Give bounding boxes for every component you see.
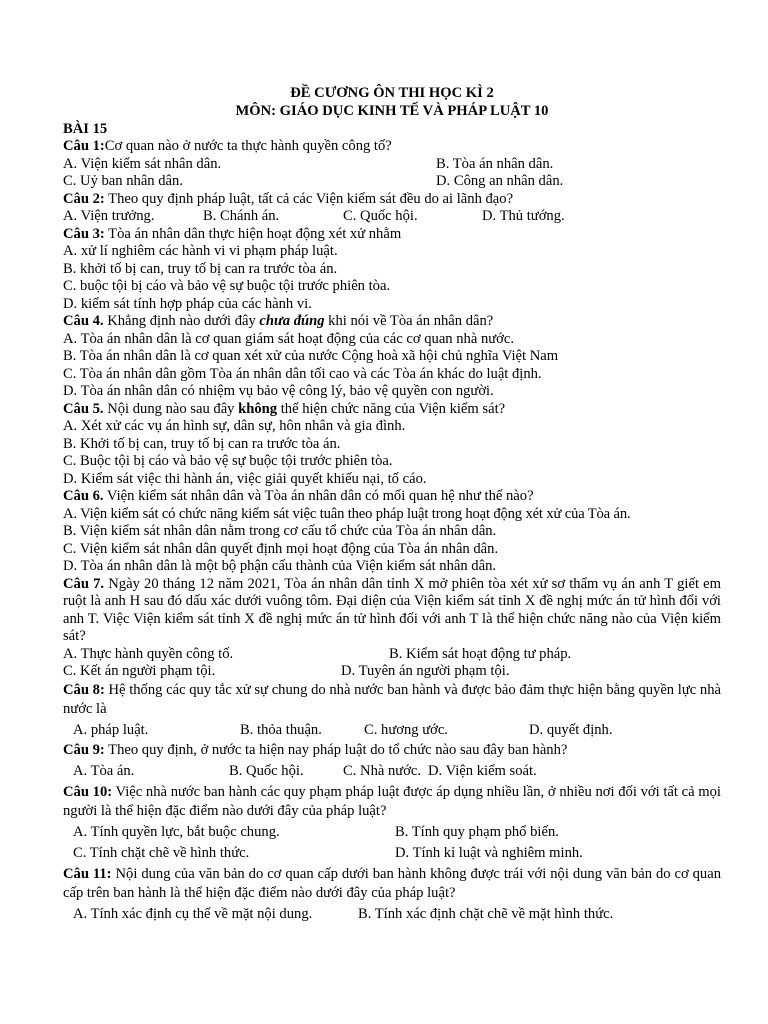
question-stem: Tòa án nhân dân thực hiện hoạt động xét xử nhằm: [104, 225, 402, 242]
question-10: [63, 783, 721, 821]
option-b: B. Quốc hội.: [229, 762, 304, 779]
question-8: [63, 681, 721, 719]
option-d: D. Tính kỉ luật và nghiêm minh.: [395, 844, 583, 861]
option-d: D. quyết định.: [529, 721, 613, 738]
question-stem: Theo quy định pháp luật, tất cả các Viện kiểm sát đều do ai lãnh đạo?: [104, 190, 514, 207]
option-a: A. Viện kiểm sát có chức năng kiểm sát việc tuân theo pháp luật trong hoạt động xét xử của Tòa án.: [63, 505, 631, 522]
option-c: C. buộc tội bị cáo và bảo vệ sự buộc tội trước phiên tòa.: [63, 278, 391, 294]
option-a: A. pháp luật.: [73, 721, 149, 738]
option-a: A. Tính quyền lực, bắt buộc chung.: [73, 824, 280, 840]
q1-options-row-2: [63, 173, 721, 191]
q10-options-row-1: [63, 824, 721, 842]
q1-options-row-1: [63, 156, 721, 174]
option-b: B. Tòa án nhân dân.: [436, 155, 554, 172]
option-c: C. Kết án người phạm tội.: [63, 663, 216, 679]
question-label: Câu 4.: [63, 313, 104, 329]
option-b: B. khởi tố bị can, truy tố bị can ra trước tòa án.: [63, 260, 338, 277]
question-stem: khi nói về Tòa án nhân dân?: [324, 313, 494, 329]
question-stem: Nội dung của văn bản do cơ quan cấp dưới ban hành không được trái với nội dung văn bản do cơ quan cấp trên ban hành là thể hiện đặc điểm nào dưới đây của pháp luật?: [63, 866, 722, 901]
question-stem: Khẳng định nào dưới đây: [103, 313, 260, 329]
question-stem: Hệ thống các quy tắc xử sự chung do nhà nước ban hành và được bảo đảm thực hiện bằng quyền lực nhà nước là: [63, 681, 721, 717]
option-b: B. Tòa án nhân dân là cơ quan xét xử của nước Cộng hoà xã hội chủ nghĩa Việt Nam: [63, 348, 559, 364]
option-a: A. Thực hành quyền công tố.: [63, 645, 234, 662]
document-page: [63, 84, 721, 924]
option-d: D. Tòa án nhân dân là một bộ phận cấu thành của Viện kiểm sát nhân dân.: [63, 558, 497, 574]
option-d: D. Kiểm sát việc thi hành án, việc giải quyết khiếu nại, tố cáo.: [63, 470, 427, 487]
option-b: B. Khởi tố bị can, truy tố bị can ra trước tòa án.: [63, 435, 341, 452]
question-label: Câu 1:: [63, 138, 105, 154]
question-emphasis: không: [238, 400, 278, 417]
question-11: [63, 865, 721, 903]
question-stem: Viện kiểm sát nhân dân và Tòa án nhân dân có mối quan hệ như thế nào?: [103, 488, 534, 504]
question-label: Câu 5.: [63, 400, 104, 417]
question-2: [63, 191, 721, 209]
option-c: C. Buộc tội bị cáo và bảo vệ sự buộc tội trước phiên tòa.: [63, 453, 393, 469]
question-3: [63, 226, 721, 244]
question-stem: Cơ quan nào ở nước ta thực hành quyền công tố?: [104, 138, 392, 154]
question-stem: Nội dung nào sau đây: [103, 400, 239, 417]
question-1: [63, 138, 721, 156]
option-d: D. Viện kiểm soát.: [428, 762, 537, 779]
q11-options-row: [63, 906, 721, 924]
section-heading: BÀI 15: [63, 121, 108, 137]
question-7: [63, 576, 721, 646]
option-b: B. Tính xác định chặt chẽ về mặt hình thức.: [358, 906, 614, 922]
option-b: B. Viện kiểm sát nhân dân nằm trong cơ cấu tổ chức của Tòa án nhân dân.: [63, 523, 497, 539]
option-d: D. kiểm sát tính hợp pháp của các hành vi.: [63, 295, 312, 312]
q8-options-row: [63, 722, 721, 740]
question-label: Câu 3:: [63, 225, 105, 242]
option-a: A. Viện trưởng.: [63, 208, 155, 224]
q7-options-row-2: [63, 663, 721, 681]
option-b: B. thỏa thuận.: [240, 721, 322, 738]
q7-options-row-1: [63, 646, 721, 664]
document-title: ĐỀ CƯƠNG ÔN THI HỌC KÌ 2: [290, 85, 494, 101]
question-4: [63, 313, 721, 331]
option-d: D. Tòa án nhân dân có nhiệm vụ bảo vệ công lý, bảo vệ quyền con người.: [63, 383, 494, 399]
option-c: C. Tòa án nhân dân gồm Tòa án nhân dân tối cao và các Tòa án khác do luật định.: [63, 365, 542, 382]
option-c: C. Quốc hội.: [343, 208, 418, 224]
q9-options-row: [63, 763, 721, 781]
option-c: C. Tính chặt chẽ về hình thức.: [73, 844, 250, 861]
option-d: D. Thủ tướng.: [482, 208, 565, 224]
option-a: A. Tòa án.: [73, 762, 135, 779]
option-b: B. Kiểm sát hoạt động tư pháp.: [389, 645, 572, 662]
option-a: A. Viện kiểm sát nhân dân.: [63, 155, 222, 172]
question-label: Câu 9:: [63, 742, 105, 758]
option-c: C. hương ước.: [364, 721, 448, 738]
q10-options-row-2: [63, 845, 721, 863]
question-label: Câu 7.: [63, 575, 105, 592]
question-stem: Ngày 20 tháng 12 năm 2021, Tòa án nhân dân tỉnh X mở phiên tòa xét xử sơ thẩm vụ án anh T giết em ruột là anh H sau đó dấu xác dưới vuông tôm. Đại diện của Viện kiểm sát tỉnh X đề nghị mức án tử hình đối với anh T. Việc Viện kiểm sát tỉnh X đề nghị mức án tử hình đối với anh T là thể hiện chức năng nào của Viện kiểm sát?: [63, 575, 721, 644]
question-label: Câu 11:: [63, 866, 112, 882]
subject-title: MÔN: GIÁO DỤC KINH TẾ VÀ PHÁP LUẬT 10: [235, 103, 549, 119]
question-6: [63, 488, 721, 506]
option-a: A. Tòa án nhân dân là cơ quan giám sát hoạt động của các cơ quan nhà nước.: [63, 330, 515, 347]
option-a: A. Tính xác định cụ thể về mặt nội dung.: [73, 906, 313, 922]
option-a: A. Xét xử các vụ án hình sự, dân sự, hôn nhân và gia đình.: [63, 418, 406, 434]
option-a: A. xử lí nghiêm các hành vi vi phạm pháp luật.: [63, 243, 338, 259]
option-b: B. Tính quy phạm phổ biến.: [395, 824, 559, 840]
option-c: C. Viện kiểm sát nhân dân quyết định mọi hoạt động của Tòa án nhân dân.: [63, 540, 499, 557]
option-d: D. Tuyên án người phạm tội.: [341, 663, 510, 679]
question-stem: Việc nhà nước ban hành các quy phạm pháp luật được áp dụng nhiều lần, ở nhiều nơi đối với tất cả mọi người là thể hiện đặc điểm nào dưới đây của pháp luật?: [63, 784, 721, 819]
question-label: Câu 6.: [63, 488, 104, 504]
question-label: Câu 2:: [63, 190, 105, 207]
question-emphasis: chưa đúng: [259, 313, 325, 329]
option-b: B. Chánh án.: [203, 208, 280, 224]
option-c: C. Uỷ ban nhân dân.: [63, 173, 183, 189]
question-9: [63, 742, 721, 760]
option-c: C. Nhà nước.: [343, 762, 422, 779]
question-label: Câu 10:: [63, 784, 113, 800]
question-stem: thể hiện chức năng của Viện kiểm sát?: [277, 400, 506, 417]
question-label: Câu 8:: [63, 681, 105, 698]
q2-options-row: [63, 208, 721, 226]
question-stem: Theo quy định, ở nước ta hiện nay pháp luật do tổ chức nào sau đây ban hành?: [104, 742, 568, 758]
question-5: [63, 401, 721, 419]
option-d: D. Công an nhân dân.: [436, 173, 564, 189]
